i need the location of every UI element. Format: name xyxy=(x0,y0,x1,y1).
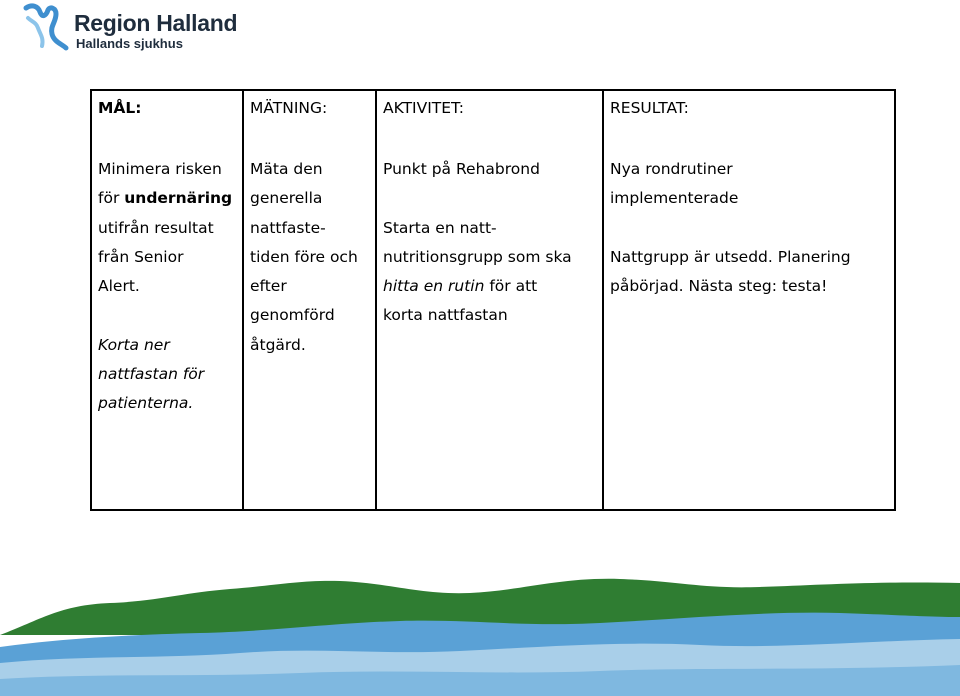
activity-line: korta nattfastan xyxy=(383,306,508,325)
activity-cell xyxy=(376,90,603,510)
logo-name: Region Halland xyxy=(74,10,238,36)
result-line: implementerade xyxy=(610,189,739,208)
result-line: påbörjad. Nästa steg: testa! xyxy=(610,277,828,296)
activity-emphasis: hitta en rutin xyxy=(383,277,485,296)
result-header: RESULTAT: xyxy=(610,99,689,117)
measurement-line: genomförd xyxy=(250,306,335,325)
activity-header: AKTIVITET: xyxy=(383,99,465,117)
goal-emphasis: undernäring xyxy=(124,189,233,208)
region-halland-logo-icon xyxy=(22,2,70,52)
goal-header: MÅL: xyxy=(98,99,142,117)
goal-line: från Senior xyxy=(98,247,184,266)
goal-line: utifrån resultat xyxy=(98,218,214,237)
measurement-cell xyxy=(243,90,376,510)
goal-text: för xyxy=(98,189,125,208)
goal-line: Korta ner xyxy=(98,335,170,354)
result-line: Nya rondrutiner xyxy=(610,160,733,178)
measurement-line: Mäta den xyxy=(250,160,323,178)
goal-line xyxy=(98,184,238,213)
action-plan-table xyxy=(90,89,896,511)
activity-line xyxy=(383,272,598,301)
result-line: Nattgrupp är utsedd. Planering xyxy=(610,247,851,266)
goal-line: nattfastan för xyxy=(98,365,205,384)
result-cell xyxy=(603,90,895,510)
measurement-line: tiden före och xyxy=(250,247,358,266)
activity-line: Punkt på Rehabrond xyxy=(383,160,540,178)
goal-line: Alert. xyxy=(98,277,140,296)
goal-line: patienterna. xyxy=(98,394,194,413)
logo-subtitle: Hallands sjukhus xyxy=(76,36,183,51)
goal-line: Minimera risken xyxy=(98,160,222,178)
measurement-line: åtgärd. xyxy=(250,335,306,354)
measurement-header: MÄTNING: xyxy=(250,99,328,117)
activity-line: nutritionsgrupp som ska xyxy=(383,247,572,266)
landscape-wave-decoration xyxy=(0,575,960,696)
measurement-line: efter xyxy=(250,277,287,296)
goal-cell xyxy=(91,90,243,510)
logo xyxy=(22,0,262,56)
measurement-line: nattfaste- xyxy=(250,218,326,237)
measurement-line: generella xyxy=(250,189,323,208)
activity-line: Starta en natt- xyxy=(383,218,497,237)
activity-text: för att xyxy=(484,277,538,296)
